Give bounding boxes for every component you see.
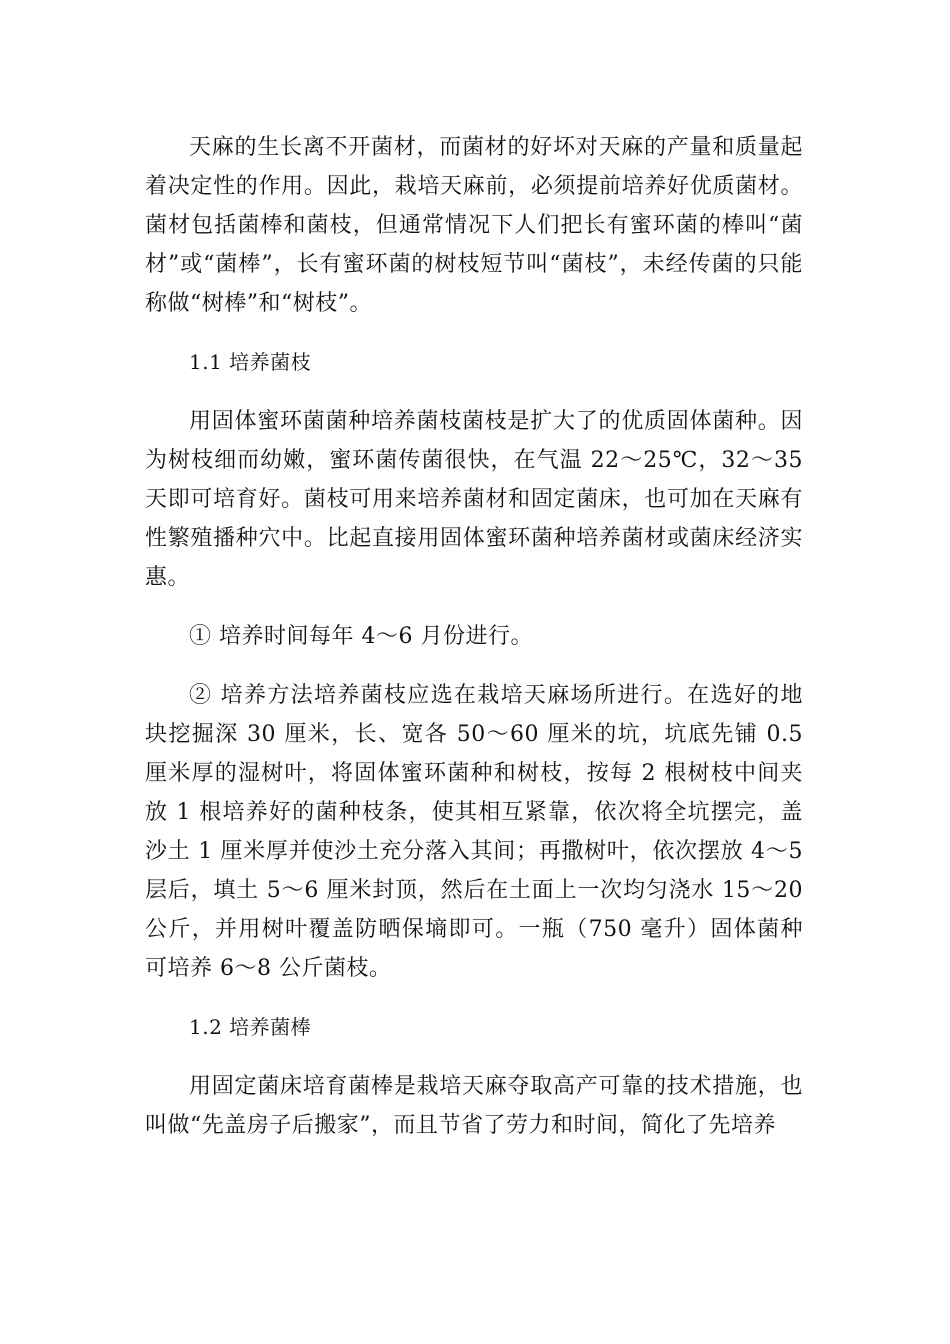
section-heading-1-1: 1.1 培养菌枝 [189, 350, 312, 374]
section-1-1-paragraph: 用固体蜜环菌菌种培养菌枝菌枝是扩大了的优质固体菌种。因为树枝细而幼嫩，蜜环菌传菌很快，在气温 22～25℃，32～35 天即可培育好。菌枝可用来培养菌材和固定菌床，也可加在天麻有性繁殖播种穴中。比起直接用固体蜜环菌种培养菌材或菌床经济实惠。 [145, 409, 803, 590]
section-1-1-item-2: ② 培养方法培养菌枝应选在栽培天麻场所进行。在选好的地块挖掘深 30 厘米，长、宽各 50～60 厘米的坑，坑底先铺 0.5 厘米厚的湿树叶，将固体蜜环菌种和树枝，按每 2 根树枝中间夹放 1 根培养好的菌种枝条，使其相互紧靠，依次将全坑摆完，盖沙土 1 厘米厚并使沙土充分落入其间；再撒树叶，依次摆放 4～5 层后，填土 5～6 厘米封顶，然后在土面上一次均匀浇水 15～20 公斤，并用树叶覆盖防晒保墒即可。一瓶（750 毫升）固体菌种可培养 6～8 公斤菌枝。 [145, 683, 803, 981]
document-body [145, 128, 803, 1165]
section-1-1-item-1: ① 培养时间每年 4～6 月份进行。 [189, 624, 533, 649]
section-1-2-paragraph: 用固定菌床培育菌棒是栽培天麻夺取高产可靠的技术措施，也叫做“先盖房子后搬家”，而且节省了劳力和时间，简化了先培养 [145, 1074, 803, 1138]
section-heading-1-2: 1.2 培养菌棒 [189, 1015, 312, 1039]
intro-paragraph: 天麻的生长离不开菌材，而菌材的好坏对天麻的产量和质量起着决定性的作用。因此，栽培天麻前，必须提前培养好优质菌材。菌材包括菌棒和菌枝，但通常情况下人们把长有蜜环菌的棒叫“菌材”或“菌棒”，长有蜜环菌的树枝短节叫“菌枝”，未经传菌的只能称做“树棒”和“树枝”。 [145, 135, 803, 316]
